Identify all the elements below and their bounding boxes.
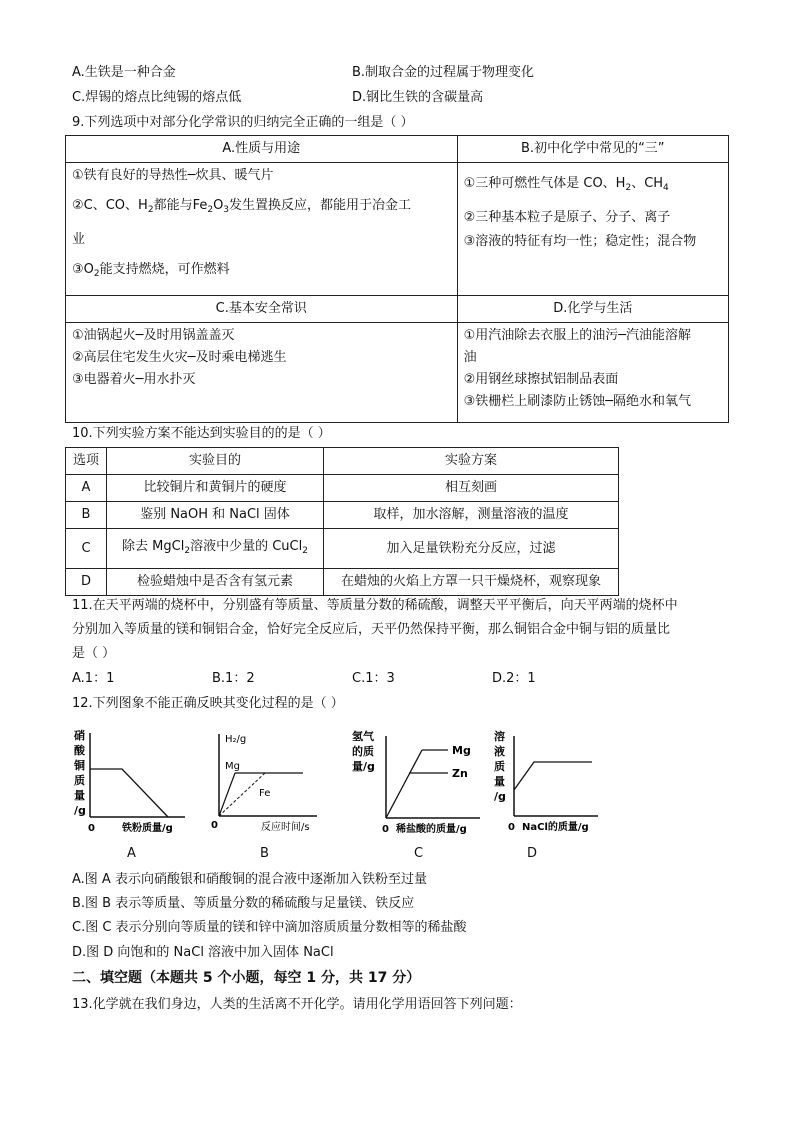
q9-c-item3: ③电器着火─用水扑灭 — [72, 372, 196, 387]
svg-text:量/g: 量/g — [352, 760, 375, 773]
figure-d-label: D — [527, 846, 538, 861]
table-row — [66, 569, 619, 596]
svg-text:质: 质 — [494, 760, 505, 773]
q9-d-content — [457, 323, 728, 423]
q12-stem: 12.下列图象不能正确反映其变化过程的是（ ） — [72, 696, 344, 711]
q11-option-c: C.1：3 — [352, 671, 395, 686]
q9-a-item2-cont: 业 — [72, 232, 86, 247]
q9-a-title: A.性质与用途 — [66, 136, 458, 163]
q8-option-c: C.焊锡的熔点比纯锡的熔点低 — [72, 90, 242, 105]
figure-c-rise — [386, 750, 422, 818]
q9-stem: 9.下列选项中对部分化学常识的归纳完全正确的一组是（ ） — [72, 115, 414, 130]
figure-d — [492, 728, 602, 840]
figure-b-label: B — [260, 846, 269, 861]
q9-d-title: D.化学与生活 — [457, 296, 728, 323]
svg-text:质: 质 — [74, 774, 85, 787]
q10-row-option: A — [66, 475, 107, 502]
q12-option-d: D.图 D 向饱和的 NaCl 溶液中加入固体 NaCl — [72, 945, 334, 960]
q12-option-b: B.图 B 表示等质量、等质量分数的稀硫酸与足量镁、铁反应 — [72, 896, 415, 911]
figure-a — [70, 725, 190, 837]
figure-b-origin: 0 — [211, 820, 218, 831]
q10-header-goal: 实验目的 — [107, 448, 324, 475]
figure-a-curve — [90, 769, 168, 817]
q10-row-goal: 鉴别 NaOH 和 NaCl 固体 — [107, 502, 324, 529]
svg-text:量: 量 — [494, 775, 505, 788]
q10-row-plan: 相互刻画 — [324, 475, 619, 502]
figure-a-label: A — [127, 846, 136, 861]
q10-row-goal: 比较铜片和黄铜片的硬度 — [107, 475, 324, 502]
svg-text:酸: 酸 — [74, 744, 85, 757]
q9-a-item1: ①铁有良好的导热性─炊具、暖气片 — [72, 168, 274, 183]
q11-option-a: A.1：1 — [72, 671, 115, 686]
q12-option-a: A.图 A 表示向硝酸银和硝酸铜的混合液中逐渐加入铁粉至过量 — [72, 872, 427, 887]
q9-b-item3: ③溶液的特征有均一性；稳定性；混合物 — [463, 234, 697, 249]
q9-b-item1: ①三种可燃性气体是 CO、$H_2$、$CH_4$ — [463, 176, 669, 193]
figure-b-ylabel: H₂/g — [225, 734, 247, 745]
q10-row-plan: 取样，加水溶解，测量溶液的温度 — [324, 502, 619, 529]
svg-text:溶: 溶 — [494, 730, 505, 743]
q10-row-plan: 加入足量铁粉充分反应，过滤 — [324, 529, 619, 569]
q9-c-item2: ②高层住宅发生火灾─及时乘电梯逃生 — [72, 350, 287, 365]
svg-text:/g: /g — [494, 790, 506, 803]
q9-b-item2: ②三种基本粒子是原子、分子、离子 — [463, 210, 671, 225]
table-row — [66, 529, 619, 569]
svg-text:硝: 硝 — [74, 729, 85, 742]
q10-row-option: D — [66, 569, 107, 596]
q11-option-d: D.2：1 — [492, 671, 536, 686]
q8-option-d: D.钢比生铁的含碳量高 — [352, 90, 484, 105]
svg-text:液: 液 — [494, 745, 505, 758]
q10-row-goal: 检验蜡烛中是否含有氢元素 — [107, 569, 324, 596]
q9-b-content — [457, 163, 728, 296]
section-title: 二、填空题（本题共 5 个小题，每空 1 分，共 17 分） — [72, 970, 421, 986]
figure-c-mg-label: Mg — [452, 744, 471, 757]
q9-c-content — [66, 323, 458, 423]
q9-a-item2: ②C、CO、$H_2$都能与$Fe_2O_3$发生置换反应，都能用于冶金工 — [72, 198, 412, 215]
q9-c-title: C.基本安全常识 — [66, 296, 458, 323]
figure-c-label: C — [414, 846, 424, 861]
table-row — [66, 502, 619, 529]
q13-stem: 13.化学就在我们身边，人类的生活离不开化学。请用化学用语回答下列问题： — [72, 997, 522, 1012]
q9-table — [65, 135, 729, 423]
svg-text:/g: /g — [74, 804, 86, 817]
q9-d-item1-cont: 油 — [463, 350, 477, 365]
q10-header-plan: 实验方案 — [324, 448, 619, 475]
figure-d-ylabel — [494, 729, 506, 803]
q10-row-goal: 除去 MgCl$_2$溶液中少量的 CuCl$_2$ — [107, 529, 324, 569]
q9-d-item3: ③铁栅栏上刷漆防止锈蚀─隔绝水和氧气 — [463, 394, 692, 409]
figure-d-origin: 0 — [508, 822, 515, 833]
table-row — [66, 475, 619, 502]
q9-a-item3: $③O_2$能支持燃烧，可作燃料 — [72, 262, 230, 279]
q10-header-option: 选项 — [66, 448, 107, 475]
q11-line2: 分别加入等质量的镁和铜铝合金，恰好完全反应后，天平仍然保持平衡，那么铜铝合金中铜与铝的质量比 — [72, 622, 671, 637]
figure-d-curve — [514, 762, 592, 790]
figure-a-xlabel: 铁粉质量/g — [122, 823, 173, 834]
svg-text:的质: 的质 — [352, 745, 374, 758]
svg-text:量: 量 — [74, 789, 85, 802]
figure-c-origin: 0 — [382, 824, 389, 835]
figure-b-fe-label: Fe — [259, 788, 271, 799]
q9-a-content — [66, 163, 458, 296]
figure-b-xlabel: 反应时间/s — [261, 822, 310, 833]
q12-option-c: C.图 C 表示分别向等质量的镁和锌中滴加溶质质量分数相等的稀盐酸 — [72, 920, 467, 935]
q9-d-item1: ①用汽油除去衣服上的油污─汽油能溶解 — [463, 328, 692, 343]
q8-option-a: A.生铁是一种合金 — [72, 65, 176, 80]
figure-c-zn-label: Zn — [452, 767, 468, 780]
figure-b-mg-label: Mg — [225, 761, 240, 772]
q10-stem: 10.下列实验方案不能达到实验目的的是（ ） — [72, 426, 331, 441]
q10-table — [65, 447, 619, 596]
figure-a-ylabel — [73, 728, 86, 817]
q9-b-title: B.初中化学中常见的“三” — [457, 136, 728, 163]
q9-c-item1: ①油锅起火─及时用锅盖盖灭 — [72, 328, 235, 343]
svg-text:氢气: 氢气 — [352, 730, 374, 743]
figure-c-ylabel — [352, 729, 375, 773]
figure-d-xlabel: NaCl的质量/g — [522, 822, 589, 833]
figure-b — [205, 728, 325, 838]
q11-line3: 是（ ） — [72, 646, 116, 661]
q10-row-plan: 在蜡烛的火焰上方罩一只干燥烧杯，观察现象 — [324, 569, 619, 596]
figure-a-origin: 0 — [88, 823, 95, 834]
figure-b-mg-rise — [219, 773, 235, 816]
svg-text:铜: 铜 — [74, 759, 85, 772]
q8-option-b: B.制取合金的过程属于物理变化 — [352, 65, 535, 80]
q10-row-option: B — [66, 502, 107, 529]
q10-row-option: C — [66, 529, 107, 569]
q11-line1: 11.在天平两端的烧杯中，分别盛有等质量、等质量分数的稀硫酸，调整天平平衡后，向天平两端的烧杯中 — [72, 598, 678, 613]
q11-option-b: B.1：2 — [212, 671, 255, 686]
q9-d-item2: ②用钢丝球擦拭铝制品表面 — [463, 372, 619, 387]
figure-c — [352, 728, 482, 840]
figure-c-xlabel: 稀盐酸的质量/g — [396, 824, 467, 835]
